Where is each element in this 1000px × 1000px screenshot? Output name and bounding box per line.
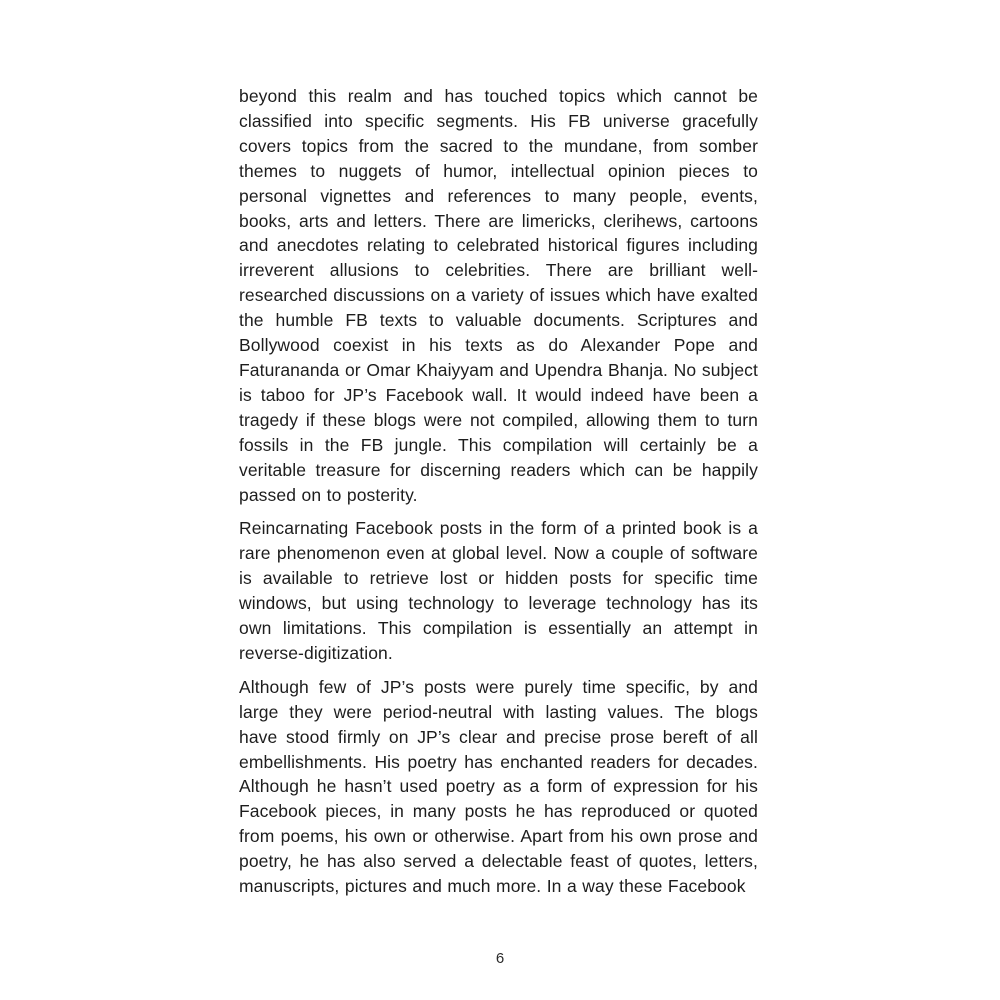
paragraph-2: Reincarnating Facebook posts in the form of a printed book is a rare phenomenon even at global level. Now a couple of software is available to retrieve lost or hidden posts for specific time windows, but using technology to leverage technology has its own limitations. This compilation is essentially an attempt in reverse-digitization. bbox=[239, 518, 758, 663]
page-number: 6 bbox=[495, 950, 505, 967]
paragraph-3: Although few of JP’s posts were purely time specific, by and large they were period-neutral with lasting values. The blogs have stood firmly on JP’s clear and precise prose bereft of all embellishments. His poetry has enchanted readers for decades. Although he hasn’t used poetry as a form of expression for his Facebook pieces, in many posts he has reproduced or quoted from poems, his own or otherwise. Apart from his own prose and poetry, he has also served a delectable feast of quotes, letters, manuscripts, pictures and much more. In a way these Facebook bbox=[239, 676, 758, 897]
paragraph-1: beyond this realm and has touched topics which cannot be classified into specific segments. His FB universe gracefully covers topics from the sacred to the mundane, from somber themes to nuggets of humor, intellectual opinion pieces to personal vignettes and references to many people, events, books, arts and letters. There are limericks, clerihews, cartoons and anecdotes relating to celebrated historical figures including irreverent allusions to celebrities. There are brilliant well-researched discussions on a variety of issues which have exalted the humble FB texts to valuable documents. Scriptures and Bollywood coexist in his texts as do Alexander Pope and Faturananda or Omar Khaiyyam and Upendra Bhanja. No subject is taboo for JP’s Facebook wall. It would indeed have been a tragedy if these blogs were not compiled, allowing them to turn fossils in the FB jungle. This compilation will certainly be a veritable treasure for discerning readers which can be happily passed on to posterity. bbox=[239, 86, 758, 505]
text-block bbox=[239, 84, 758, 899]
